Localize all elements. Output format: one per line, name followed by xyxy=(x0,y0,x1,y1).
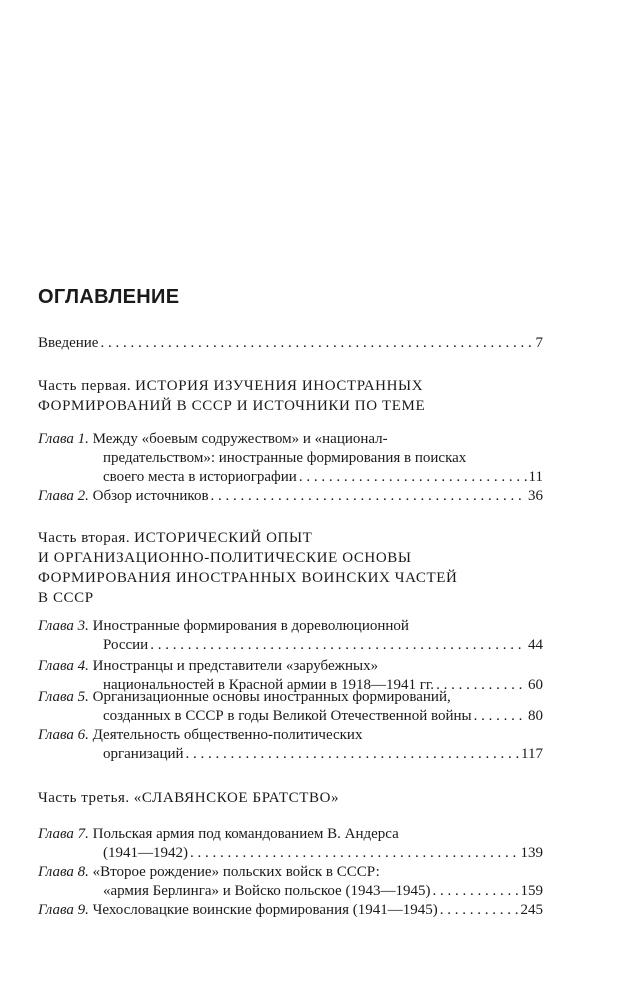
part-title-line: ФОРМИРОВАНИЯ ИНОСТРАННЫХ ВОИНСКИХ ЧАСТЕЙ xyxy=(38,570,458,586)
toc-entry-chapter-7-end[interactable] xyxy=(103,844,543,863)
leader-dots xyxy=(186,745,520,764)
toc-page-number: 44 xyxy=(528,637,543,653)
part-title-line: ИСТОРИЯ ИЗУЧЕНИЯ ИНОСТРАННЫХ xyxy=(135,378,424,394)
part-label: Часть вторая. xyxy=(38,530,131,546)
chapter-label: Глава 4. xyxy=(38,658,89,674)
chapter-title-line: национальностей в Красной армии в 1918—1941 гг. xyxy=(103,677,435,693)
chapter-title-line: «Второе рождение» польских войск в СССР: xyxy=(92,864,380,880)
part-title-line: ФОРМИРОВАНИЙ В СССР И ИСТОЧНИКИ ПО ТЕМЕ xyxy=(38,398,426,414)
toc-entry-chapter-3-end[interactable] xyxy=(103,636,543,655)
toc-entry-chapter-8-end[interactable] xyxy=(103,882,543,901)
toc-entry-chapter-5-end[interactable] xyxy=(103,707,543,726)
toc-page-number: 80 xyxy=(528,708,543,724)
toc-entry-chapter-6[interactable] xyxy=(38,726,543,745)
toc-entry-chapter-2[interactable] xyxy=(38,487,543,506)
toc-page-number: 7 xyxy=(535,335,543,351)
part-title-line: ИСТОРИЧЕСКИЙ ОПЫТ xyxy=(134,530,313,546)
chapter-label: Глава 3. xyxy=(38,618,89,634)
leader-dots xyxy=(150,636,526,655)
leader-dots xyxy=(474,707,526,726)
chapter-title-line: организаций xyxy=(103,746,184,762)
leader-dots xyxy=(190,844,519,863)
toc-entry-text: Введение xyxy=(38,335,99,351)
toc-entry-chapter-3[interactable] xyxy=(38,617,543,636)
part-label: Часть первая. xyxy=(38,378,132,394)
chapter-title-line: Между «боевым содружеством» и «национал- xyxy=(92,431,388,447)
toc-entry-chapter-7[interactable] xyxy=(38,825,543,844)
chapter-label: Глава 8. xyxy=(38,864,89,880)
leader-dots xyxy=(432,882,518,901)
chapter-title-line: (1941—1942) xyxy=(103,845,188,861)
chapter-title-line: Обзор источников xyxy=(92,488,209,504)
chapter-title-line: созданных в СССР в годы Великой Отечественной войны xyxy=(103,708,472,724)
toc-page-number: 245 xyxy=(520,902,543,918)
toc-entry-chapter-1-end[interactable] xyxy=(103,468,543,487)
toc-entry-intro[interactable] xyxy=(38,334,543,353)
toc-page-number: 11 xyxy=(528,469,543,485)
chapter-label: Глава 1. xyxy=(38,431,89,447)
part-title-line: И ОРГАНИЗАЦИОННО-ПОЛИТИЧЕСКИЕ ОСНОВЫ xyxy=(38,550,412,566)
chapter-label: Глава 7. xyxy=(38,826,89,842)
chapter-title-line: своего места в историографии xyxy=(103,469,297,485)
chapter-title-line: Чехословацкие воинские формирования (1941—1945) xyxy=(92,902,438,918)
toc-entry-chapter-8[interactable] xyxy=(38,863,543,882)
part-heading-2 xyxy=(38,528,558,608)
chapter-title-line: предательством»: иностранные формирования в поисках xyxy=(103,450,467,466)
leader-dots xyxy=(440,901,519,920)
toc-page-number: 139 xyxy=(520,845,543,861)
part-title-line: «СЛАВЯНСКОЕ БРАТСТВО» xyxy=(133,790,340,806)
toc-entry-chapter-5[interactable] xyxy=(38,688,543,707)
toc-entry-chapter-9[interactable] xyxy=(38,901,543,920)
chapter-title-line: России xyxy=(103,637,149,653)
chapter-title-line: Деятельность общественно-политических xyxy=(92,727,363,743)
chapter-title-line: Организационные основы иностранных формирований, xyxy=(92,689,451,705)
toc-page-number: 159 xyxy=(520,883,543,899)
leader-dots xyxy=(100,334,533,353)
chapter-label: Глава 2. xyxy=(38,488,89,504)
toc-entry-chapter-6-end[interactable] xyxy=(103,745,543,764)
leader-dots xyxy=(299,468,527,487)
chapter-title-line: Польская армия под командованием В. Андерса xyxy=(92,826,399,842)
toc-page-number: 117 xyxy=(521,746,543,762)
chapter-label: Глава 6. xyxy=(38,727,89,743)
part-heading-1 xyxy=(38,376,558,416)
toc-page-number: 60 xyxy=(528,677,543,693)
toc-title: ОГЛАВЛЕНИЕ xyxy=(38,286,180,308)
toc-entry-chapter-4[interactable] xyxy=(38,657,543,676)
leader-dots xyxy=(211,487,526,506)
toc-page-number: 36 xyxy=(528,488,543,504)
chapter-label: Глава 5. xyxy=(38,689,89,705)
part-label: Часть третья. xyxy=(38,790,130,806)
chapter-title-line: Иностранные формирования в дореволюционной xyxy=(92,618,409,634)
part-title-line: В СССР xyxy=(38,590,94,606)
chapter-label: Глава 9. xyxy=(38,902,89,918)
part-heading-3 xyxy=(38,788,558,808)
chapter-title-line: Иностранцы и представители «зарубежных» xyxy=(92,658,379,674)
toc-entry-chapter-1[interactable] xyxy=(38,430,543,449)
chapter-title-line: «армия Берлинга» и Войско польское (1943—1945) xyxy=(103,883,431,899)
